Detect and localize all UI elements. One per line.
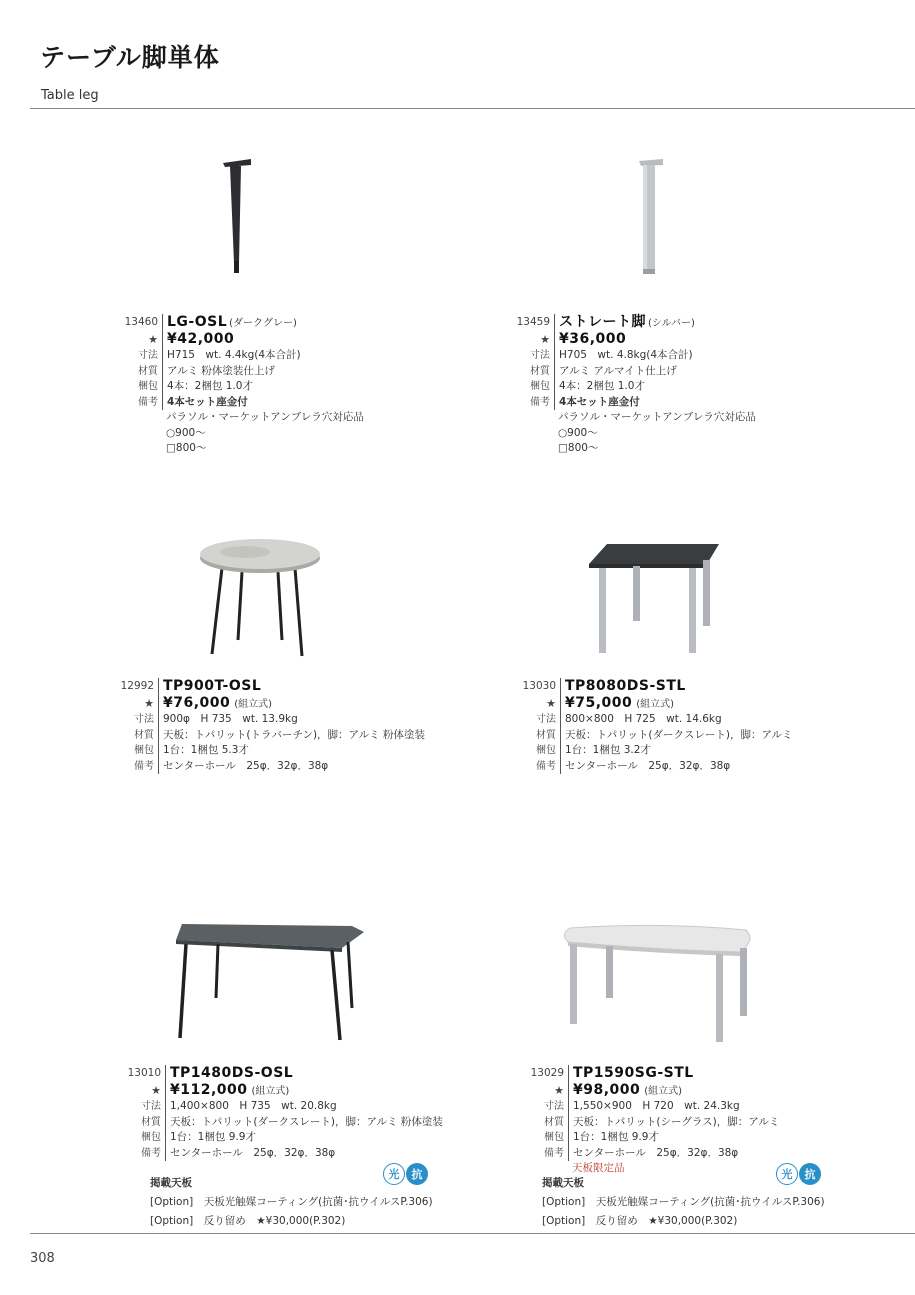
pack-value: 1台：1梱包 9.9才	[573, 1131, 659, 1143]
pack-label: 梱包	[125, 1130, 166, 1146]
header-divider	[30, 108, 915, 109]
limited-note: 天板限定品	[572, 1162, 625, 1174]
product-code: 13460	[122, 314, 163, 331]
note-value: 4本セット座金付	[167, 395, 248, 408]
lg-osl-leg-image	[215, 155, 260, 280]
size-label: 寸法	[118, 712, 159, 728]
material-label: 材質	[528, 1115, 569, 1131]
antibacterial-badge-icon: 抗	[406, 1163, 428, 1185]
tp1480ds-osl-image	[172, 920, 372, 1045]
product-color: (ダークグレー)	[229, 318, 297, 329]
product-price: ¥112,000	[170, 1082, 248, 1098]
tp1590sg-stl-image	[560, 922, 760, 1047]
option-line: [Option] 反り留め ★¥30,000(P.302)	[150, 1215, 346, 1227]
star-mark: ★	[514, 331, 555, 348]
note-label: 備考	[125, 1146, 166, 1162]
note-label: 備考	[122, 395, 163, 411]
note-label: 備考	[118, 759, 159, 775]
note-value: ○900〜	[558, 426, 598, 439]
note-value: センターホール 25φ．32φ．38φ	[565, 759, 731, 772]
material-value: アルミ 粉体塗装仕上げ	[167, 364, 275, 377]
size-value: 800×800 H 725 wt. 14.6kg	[565, 713, 722, 725]
size-label: 寸法	[528, 1099, 569, 1115]
product-code: 13029	[528, 1065, 569, 1082]
material-value: 天板：トパリット(ダークスレート)，脚：アルミ	[565, 728, 793, 741]
pack-label: 梱包	[514, 379, 555, 395]
material-label: 材質	[520, 728, 561, 744]
options-heading: 掲載天板	[150, 1177, 192, 1189]
star-mark: ★	[122, 331, 163, 348]
straight-leg-image	[633, 155, 673, 280]
size-value: H715 wt. 4.4kg(4本合計)	[167, 349, 301, 361]
note-value: □800〜	[558, 442, 599, 454]
assembly-note: (組立式)	[636, 699, 675, 710]
product-price: ¥76,000	[163, 695, 231, 711]
product-price: ¥98,000	[573, 1082, 641, 1098]
material-value: 天板：トパリット(シーグラス)，脚：アルミ	[573, 1115, 780, 1128]
size-value: H705 wt. 4.8kg(4本合計)	[559, 349, 693, 361]
product-name: TP900T-OSL	[163, 678, 262, 694]
material-label: 材質	[122, 364, 163, 380]
note-label: 備考	[528, 1146, 569, 1162]
assembly-note: (組立式)	[234, 699, 273, 710]
option-line: [Option] 天板光触媒コーティング(抗菌･抗ウイルスP.306)	[542, 1196, 825, 1208]
product-name: LG-OSL	[167, 314, 228, 330]
product-tp900t-osl	[118, 678, 425, 774]
pack-value: 4本：2梱包 1.0才	[167, 380, 253, 392]
options-heading: 掲載天板	[542, 1177, 584, 1189]
size-label: 寸法	[514, 348, 555, 364]
option-line: [Option] 反り留め ★¥30,000(P.302)	[542, 1215, 738, 1227]
star-mark: ★	[520, 695, 561, 712]
size-value: 900φ H 735 wt. 13.9kg	[163, 713, 298, 725]
pack-label: 梱包	[528, 1130, 569, 1146]
material-label: 材質	[118, 728, 159, 744]
product-code: 13010	[125, 1065, 166, 1082]
product-name: TP8080DS-STL	[565, 678, 686, 694]
note-value: センターホール 25φ．32φ．38φ	[170, 1146, 336, 1159]
pack-label: 梱包	[118, 743, 159, 759]
pack-value: 1台：1梱包 5.3才	[163, 744, 249, 756]
product-price: ¥75,000	[565, 695, 633, 711]
note-label: 備考	[520, 759, 561, 775]
antibacterial-badge-icon: 抗	[799, 1163, 821, 1185]
size-value: 1,400×800 H 735 wt. 20.8kg	[170, 1100, 337, 1112]
pack-label: 梱包	[520, 743, 561, 759]
product-tp1480ds-osl	[125, 1065, 443, 1161]
product-code: 13459	[514, 314, 555, 331]
note-value: □800〜	[166, 442, 207, 454]
pack-value: 1台：1梱包 3.2才	[565, 744, 651, 756]
pack-label: 梱包	[122, 379, 163, 395]
product-color: (シルバー)	[648, 318, 695, 329]
note-value: ○900〜	[166, 426, 206, 439]
product-code: 13030	[520, 678, 561, 695]
product-name: TP1480DS-OSL	[170, 1065, 294, 1081]
pack-value: 1台：1梱包 9.9才	[170, 1131, 256, 1143]
page-number: 308	[30, 1251, 55, 1266]
product-name: TP1590SG-STL	[573, 1065, 694, 1081]
tp900t-osl-image	[190, 530, 330, 665]
note-value: センターホール 25φ．32φ．38φ	[573, 1146, 739, 1159]
footer-divider	[30, 1233, 915, 1234]
note-value: パラソル・マーケットアンブレラ穴対応品	[558, 411, 756, 423]
assembly-note: (組立式)	[251, 1086, 290, 1097]
page-subtitle: Table leg	[41, 88, 99, 103]
product-tp1590sg-stl	[528, 1065, 779, 1177]
material-label: 材質	[514, 364, 555, 380]
product-lg-osl	[122, 314, 364, 457]
note-value: 4本セット座金付	[559, 395, 640, 408]
star-mark: ★	[118, 695, 159, 712]
photocatalyst-badge-icon: 光	[776, 1163, 798, 1185]
product-tp8080ds-stl	[520, 678, 793, 774]
photocatalyst-badge-icon: 光	[383, 1163, 405, 1185]
note-value: センターホール 25φ．32φ．38φ	[163, 759, 329, 772]
option-line: [Option] 天板光触媒コーティング(抗菌･抗ウイルスP.306)	[150, 1196, 433, 1208]
material-value: 天板：トパリット(ダークスレート)，脚：アルミ 粉体塗装	[170, 1115, 443, 1128]
product-price: ¥36,000	[559, 331, 627, 347]
star-mark: ★	[125, 1082, 166, 1099]
product-name: ストレート脚	[559, 314, 646, 330]
product-straight-leg	[514, 314, 756, 457]
assembly-note: (組立式)	[644, 1086, 683, 1097]
size-value: 1,550×900 H 720 wt. 24.3kg	[573, 1100, 740, 1112]
note-label: 備考	[514, 395, 555, 411]
size-label: 寸法	[125, 1099, 166, 1115]
size-label: 寸法	[520, 712, 561, 728]
note-value: パラソル・マーケットアンブレラ穴対応品	[166, 411, 364, 423]
material-value: アルミ アルマイト仕上げ	[559, 364, 677, 377]
star-mark: ★	[528, 1082, 569, 1099]
pack-value: 4本：2梱包 1.0才	[559, 380, 645, 392]
product-code: 12992	[118, 678, 159, 695]
material-value: 天板：トパリット(トラバーチン)，脚：アルミ 粉体塗装	[163, 728, 425, 741]
product-price: ¥42,000	[167, 331, 235, 347]
page-title: テーブル脚単体	[40, 43, 220, 72]
size-label: 寸法	[122, 348, 163, 364]
material-label: 材質	[125, 1115, 166, 1131]
tp8080ds-stl-image	[585, 540, 725, 660]
